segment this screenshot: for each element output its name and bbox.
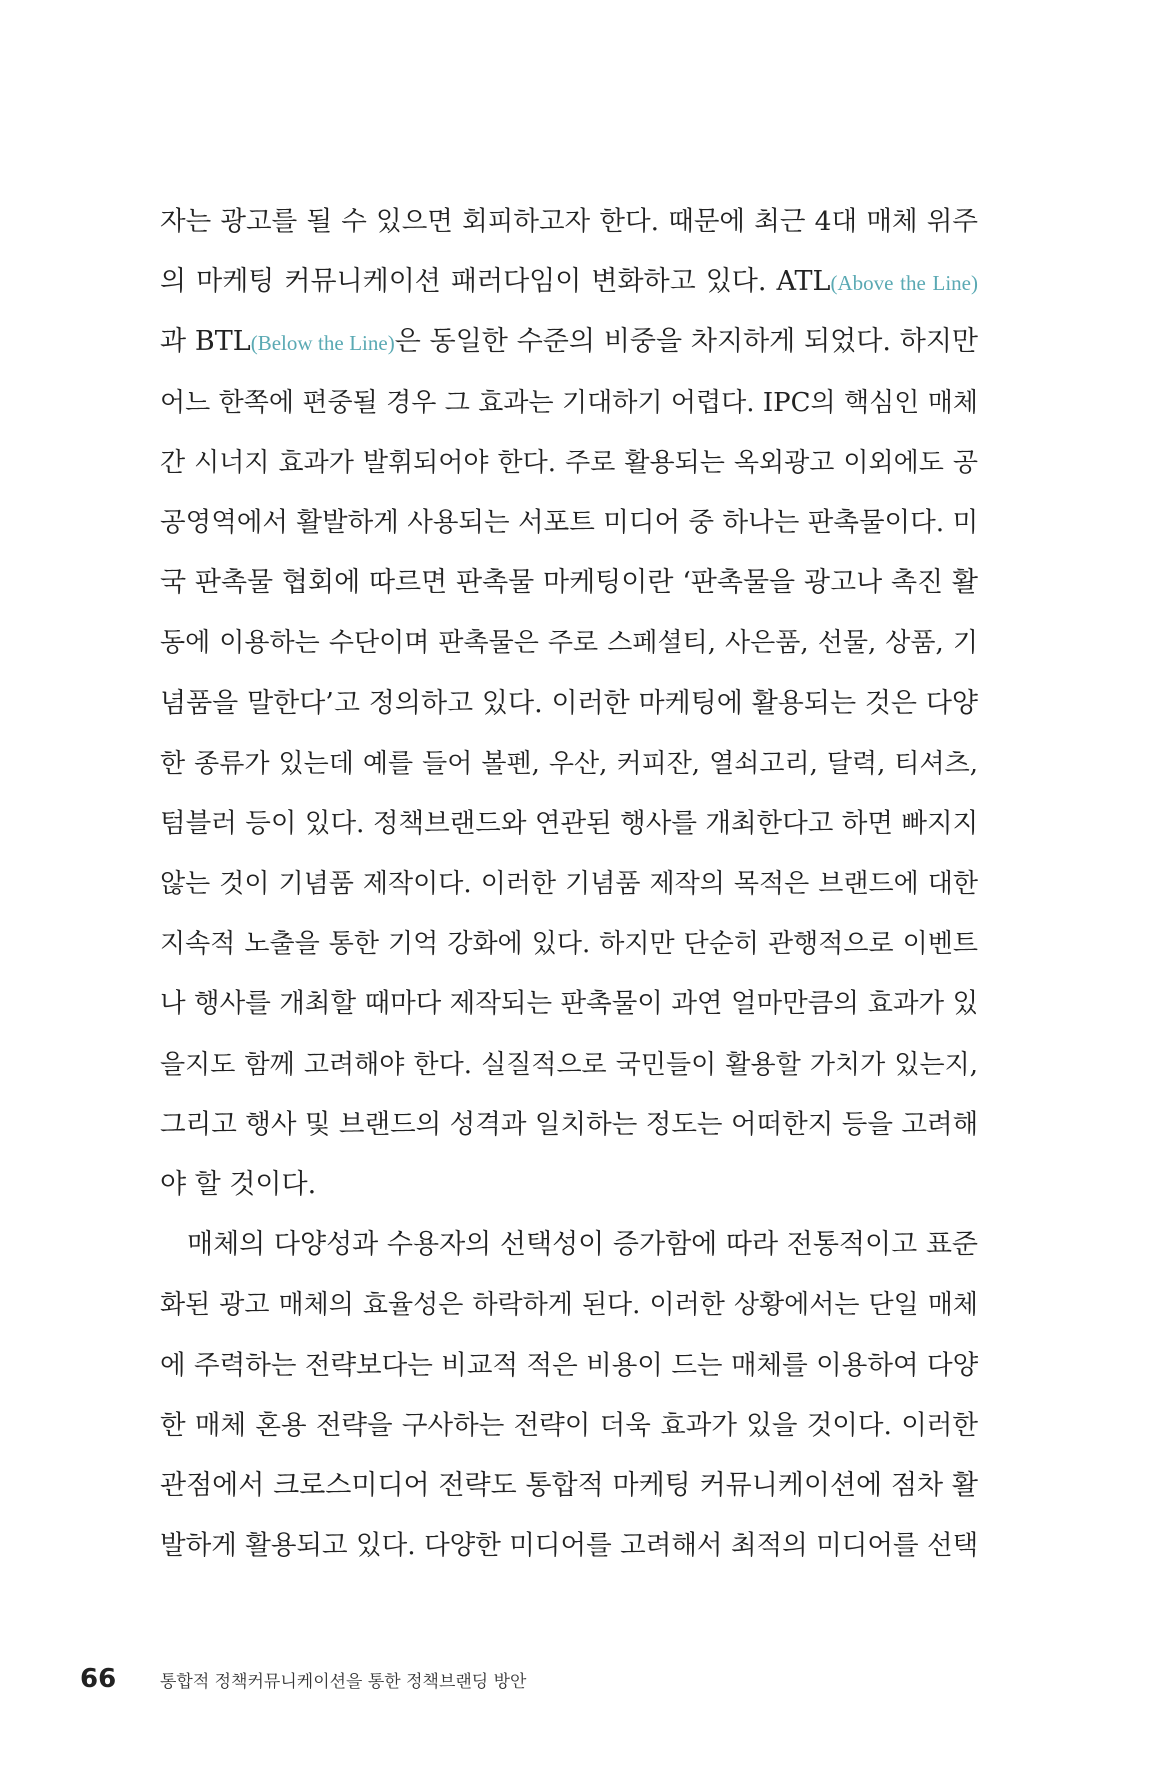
text-line bbox=[160, 1275, 978, 1335]
line-text: 자는 광고를 될 수 있으면 회피하고자 한다. 때문에 최근 4대 매체 위주 bbox=[160, 206, 978, 237]
line-text: 동에 이용하는 수단이며 판촉물은 주로 스페셜티, 사은품, 선물, 상품, 기 bbox=[160, 628, 978, 659]
line-text: 념품을 말한다’고 정의하고 있다. 이러한 마케팅에 활용되는 것은 다양 bbox=[160, 687, 978, 719]
text-line bbox=[160, 1155, 978, 1215]
text-line bbox=[160, 794, 978, 854]
text-line bbox=[160, 974, 978, 1034]
line-text: 간 시너지 효과가 발휘되어야 한다. 주로 활용되는 옥외광고 이외에도 공 bbox=[160, 447, 978, 478]
text-line bbox=[160, 1035, 978, 1095]
text-line bbox=[160, 854, 978, 914]
line-text: 국 판촉물 협회에 따르면 판촉물 마케팅이란 ‘판촉물을 광고나 촉진 활 bbox=[160, 567, 978, 599]
line-text-rest: 은 동일한 수준의 비중을 차지하게 되었다. 하지만 bbox=[394, 326, 978, 358]
text-line bbox=[160, 192, 978, 252]
english-gloss: (Below the Line) bbox=[250, 331, 395, 356]
line-text: 텀블러 등이 있다. 정책브랜드와 연관된 행사를 개최한다고 하면 빠지지 bbox=[160, 807, 978, 839]
line-text: 나 행사를 개최할 때마다 제작되는 판촉물이 과연 얼마만큼의 효과가 있 bbox=[160, 988, 978, 1020]
line-text: 않는 것이 기념품 제작이다. 이러한 기념품 제작의 목적은 브랜드에 대한 bbox=[160, 869, 978, 900]
text-line bbox=[160, 1336, 978, 1396]
line-text: 그리고 행사 및 브랜드의 성격과 일치하는 정도는 어떠한지 등을 고려해 bbox=[160, 1108, 978, 1140]
line-text: 을지도 함께 고려해야 한다. 실질적으로 국민들이 활용할 가치가 있는지, bbox=[160, 1049, 978, 1080]
text-line bbox=[160, 734, 978, 794]
line-text: 어느 한쪽에 편중될 경우 그 효과는 기대하기 어렵다. IPC의 핵심인 매체 bbox=[160, 387, 978, 418]
line-text: 공영역에서 활발하게 사용되는 서포트 미디어 중 하나는 판촉물이다. 미 bbox=[160, 506, 978, 538]
line-text: 야 할 것이다. bbox=[160, 1169, 317, 1200]
text-line bbox=[160, 613, 978, 673]
text-line bbox=[160, 252, 978, 312]
text-line bbox=[160, 1215, 978, 1275]
text-line bbox=[160, 914, 978, 974]
line-text: 화된 광고 매체의 효율성은 하락하게 된다. 이러한 상황에서는 단일 매체 bbox=[160, 1290, 978, 1321]
text-line bbox=[160, 1396, 978, 1456]
line-text: 의 마케팅 커뮤니케이션 패러다임이 변화하고 있다. ATL bbox=[160, 266, 831, 298]
text-line bbox=[160, 1456, 978, 1516]
text-line bbox=[160, 1516, 978, 1576]
text-line bbox=[160, 312, 978, 372]
line-text: 발하게 활용되고 있다. 다양한 미디어를 고려해서 최적의 미디어를 선택 bbox=[160, 1530, 978, 1562]
text-line bbox=[160, 553, 978, 613]
line-text: 매체의 다양성과 수용자의 선택성이 증가함에 따라 전통적이고 표준 bbox=[187, 1229, 978, 1261]
text-line bbox=[160, 373, 978, 433]
line-text: 한 매체 혼용 전략을 구사하는 전략이 더욱 효과가 있을 것이다. 이러한 bbox=[160, 1409, 978, 1441]
line-text: 한 종류가 있는데 예를 들어 볼펜, 우산, 커피잔, 열쇠고리, 달력, 티셔츠, bbox=[160, 748, 978, 779]
line-text: 과 BTL bbox=[160, 326, 251, 358]
line-text: 에 주력하는 전략보다는 비교적 적은 비용이 드는 매체를 이용하여 다양 bbox=[160, 1349, 978, 1381]
text-line bbox=[160, 1095, 978, 1155]
page-footer bbox=[80, 1664, 526, 1704]
body-text bbox=[160, 192, 978, 1576]
text-line bbox=[160, 674, 978, 734]
running-title: 통합적 정책커뮤니케이션을 통한 정책브랜딩 방안 bbox=[160, 1672, 527, 1692]
text-line bbox=[160, 493, 978, 553]
page-number: 66 bbox=[80, 1664, 117, 1694]
english-gloss: (Above the Line) bbox=[830, 271, 978, 296]
text-line bbox=[160, 433, 978, 493]
line-text: 관점에서 크로스미디어 전략도 통합적 마케팅 커뮤니케이션에 점차 활 bbox=[160, 1469, 978, 1501]
line-text: 지속적 노출을 통한 기억 강화에 있다. 하지만 단순히 관행적으로 이벤트 bbox=[160, 929, 978, 960]
